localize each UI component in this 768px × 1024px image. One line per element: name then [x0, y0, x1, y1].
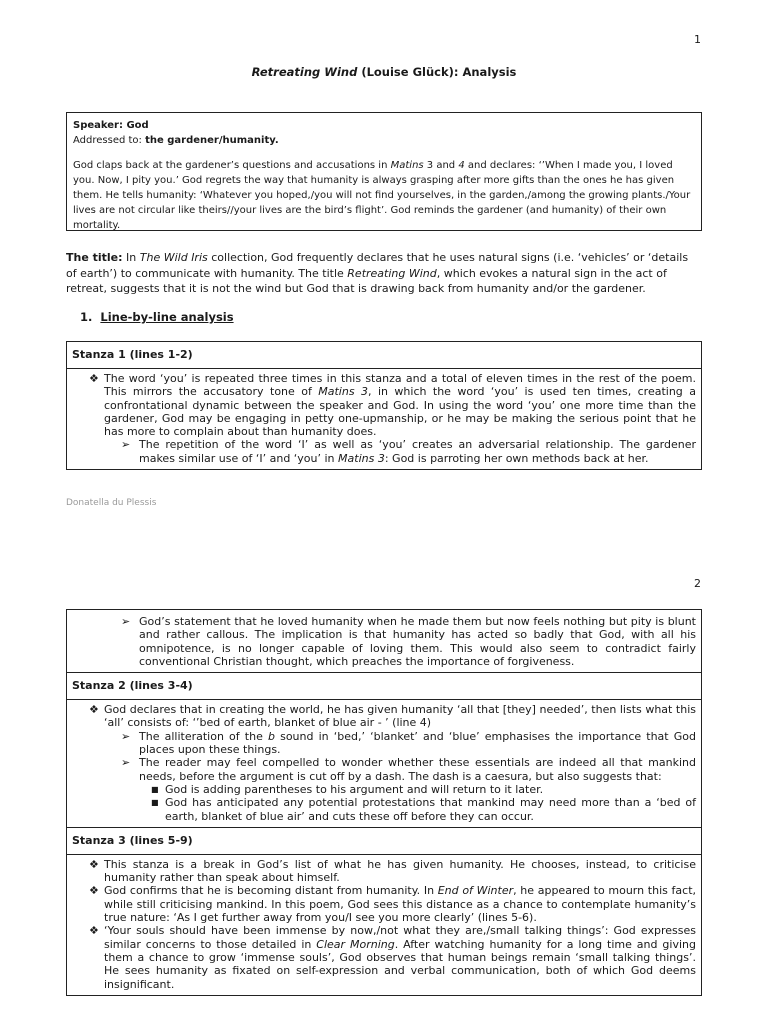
- list-item-text: [165, 796, 696, 823]
- text-run: Matins 3: [338, 451, 385, 465]
- text-run: Matins 3: [318, 385, 369, 399]
- stanza2-heading: Stanza 2 (lines 3-4): [67, 673, 702, 700]
- diamond-bullet-icon: ❖: [89, 884, 99, 898]
- text-run: . After watching humanity for a long time and giving them a chance to grow ‘immense souls’, God observes that human beings remain ‘small talking things’. He sees humanity as fixated on self-expression and verbal communication, both of which God deems insignificant.: [104, 937, 696, 991]
- arrow-bullet-icon: ➢: [121, 729, 131, 743]
- list-item-text: [165, 783, 696, 796]
- list-item-text: [104, 372, 696, 438]
- page-number-1: 1: [694, 33, 701, 46]
- list-item: [72, 730, 696, 757]
- stanza1-content: [67, 369, 702, 470]
- text-run: 4: [458, 160, 465, 171]
- text-run: sound in ‘bed,’ ‘blanket’ and ‘blue’ emphasises the importance that God places upon these things.: [139, 729, 696, 757]
- square-bullet-icon: ■: [151, 798, 159, 808]
- list-item: [72, 703, 696, 730]
- list-item: [72, 783, 696, 796]
- list-item: [72, 924, 696, 990]
- text-run: b: [267, 729, 275, 743]
- text-run: , he appeared to mourn this fact, while still criticising mankind. In this poem, God sees this distance as a chance to contemplate humanity’s true nature: ‘As I get further away from you/I see you more clearly’ (lines 5-6).: [104, 884, 697, 925]
- text-run: God is adding parentheses to his argument and will return to it later.: [165, 782, 544, 796]
- text-run: collection, God frequently declares that he uses natural signs (i.e. ‘vehicles’ or ‘details of earth’) to communicate with humanity. The title: [66, 251, 689, 280]
- diamond-bullet-icon: ❖: [89, 703, 99, 717]
- footer-author: Donatella du Plessis: [66, 498, 157, 508]
- list-item-text: [139, 615, 696, 668]
- stanza3-content: [67, 854, 702, 995]
- list-item-text: [139, 756, 696, 783]
- text-run: In: [122, 251, 140, 264]
- section-number: 1.: [80, 310, 93, 324]
- section-title: Line-by-line analysis: [100, 310, 234, 324]
- text-run: Matins: [390, 160, 424, 171]
- addressed-line: [73, 133, 695, 148]
- addressed-value: the gardener/humanity.: [145, 135, 279, 146]
- text-run: The title:: [66, 251, 123, 264]
- arrow-bullet-icon: ➢: [121, 756, 131, 770]
- diamond-bullet-icon: ❖: [89, 372, 99, 385]
- text-run: The Wild Iris: [139, 251, 208, 264]
- list-item-text: [104, 884, 696, 924]
- arrow-bullet-icon: ➢: [121, 438, 131, 452]
- text-run: The word ‘you’ is repeated three times in this stanza and a total of eleven times in the rest of the poem. This mirrors the accusatory tone of: [104, 372, 696, 399]
- text-run: 3 and: [423, 160, 459, 171]
- text-run: Clear Morning: [316, 937, 395, 951]
- square-bullet-icon: ■: [151, 784, 159, 794]
- text-run: End of Winter: [437, 884, 514, 898]
- text-run: God has anticipated any potential protestations that mankind may need more than a ‘bed of earth, blanket of blue air’ and cuts these off before they can occur.: [165, 796, 696, 823]
- speaker-summary-box: [66, 112, 702, 231]
- text-run: Retreating Wind: [347, 266, 437, 280]
- document-title: [0, 65, 768, 79]
- list-item: [72, 858, 696, 885]
- text-run: God’s statement that he loved humanity when he made them but now feels nothing but pity is blunt and rather callous. The implication is that humanity has acted so badly that God, with all his omnipotence, is no longer capable of loving them. This would also seem to contradict fairly conventional Christian thought, which preaches the importance of forgiveness.: [139, 615, 696, 668]
- stanza1-continuation: [67, 610, 702, 673]
- diamond-bullet-icon: ❖: [89, 857, 99, 871]
- text-run: God claps back at the gardener’s questions and accusations in: [73, 160, 391, 171]
- page-number-2: 2: [694, 577, 701, 590]
- stanza1-table: [66, 341, 702, 470]
- text-run: The reader may feel compelled to wonder whether these essentials are indeed all that mankind needs, before the argument is cut off by a dash. The dash is a caesura, but also suggests that:: [139, 756, 696, 783]
- title-paragraph: [66, 250, 702, 297]
- list-item-text: [104, 858, 696, 885]
- addressed-prefix: Addressed to:: [73, 135, 146, 146]
- stanza1-heading: Stanza 1 (lines 1-2): [67, 342, 702, 369]
- text-run: God confirms that he is becoming distant from humanity. In: [104, 884, 438, 898]
- title-suffix: (Louise Glück): Analysis: [357, 65, 517, 79]
- text-run: , which evokes a natural sign in the act of retreat, suggests that it is not the wind but God that is drawing back from humanity and/or the gardener.: [66, 266, 667, 295]
- arrow-bullet-icon: ➢: [121, 615, 131, 628]
- list-item: [72, 796, 696, 823]
- list-item: [72, 438, 696, 465]
- text-run: ‘Your souls should have been immense by now,/not what they are,/small talking things’: God expresses similar concerns to those detailed in: [104, 924, 696, 951]
- list-item: [72, 372, 696, 438]
- stanza2-content: [67, 700, 702, 828]
- diamond-bullet-icon: ❖: [89, 924, 99, 938]
- list-item-text: [139, 438, 696, 465]
- text-run: and declares: ‘’When I made you, I loved you. Now, I pity you.’ God regrets the way that humanity is always grasping after more gifts than the ones he has given them. He tells humanity: ‘Whatever you hoped,/you will not find yourselves, in the garden,/among the growing plants./Your lives are not circular like theirs//your lives are the bird’s flight’. God reminds the gardener (and humanity) of their own mortality.: [73, 160, 691, 231]
- text-run: God declares that in creating the world, he has given humanity ‘all that [they] needed’, then lists what this ‘all’ consists of: ‘’bed of earth, blanket of blue air - ’ (line 4): [104, 703, 696, 730]
- list-item-text: [104, 703, 696, 730]
- speaker-label: Speaker: God: [73, 120, 149, 131]
- stanza3-heading: Stanza 3 (lines 5-9): [67, 827, 702, 854]
- analysis-table-page2: [66, 609, 702, 996]
- section-heading: [80, 310, 234, 324]
- text-run: This stanza is a break in God’s list of what he has given humanity. He chooses, instead, to criticise humanity rather than speak about himself.: [104, 857, 696, 885]
- text-run: , in which the word ‘you’ is used ten times, creating a confrontational dynamic between the speaker and God. In using the word ‘you’ one more time than the gardener, God may be engaging in petty one-upmanship, or he may be making the serious point that he has more to complain about than humanity does.: [104, 385, 696, 439]
- list-item-text: [139, 730, 696, 757]
- speaker-summary-text: [73, 158, 695, 233]
- text-run: The repetition of the word ‘I’ as well as ‘you’ creates an adversarial relationship. The gardener makes similar use of ‘I’ and ‘you’ in: [139, 438, 696, 465]
- title-poem-name: Retreating Wind: [251, 65, 358, 79]
- list-item: [72, 756, 696, 783]
- list-item: [72, 884, 696, 924]
- text-run: : God is parroting her own methods back at her.: [384, 451, 649, 465]
- text-run: The alliteration of the: [139, 729, 268, 743]
- list-item-text: [104, 924, 696, 990]
- list-item: [72, 615, 696, 668]
